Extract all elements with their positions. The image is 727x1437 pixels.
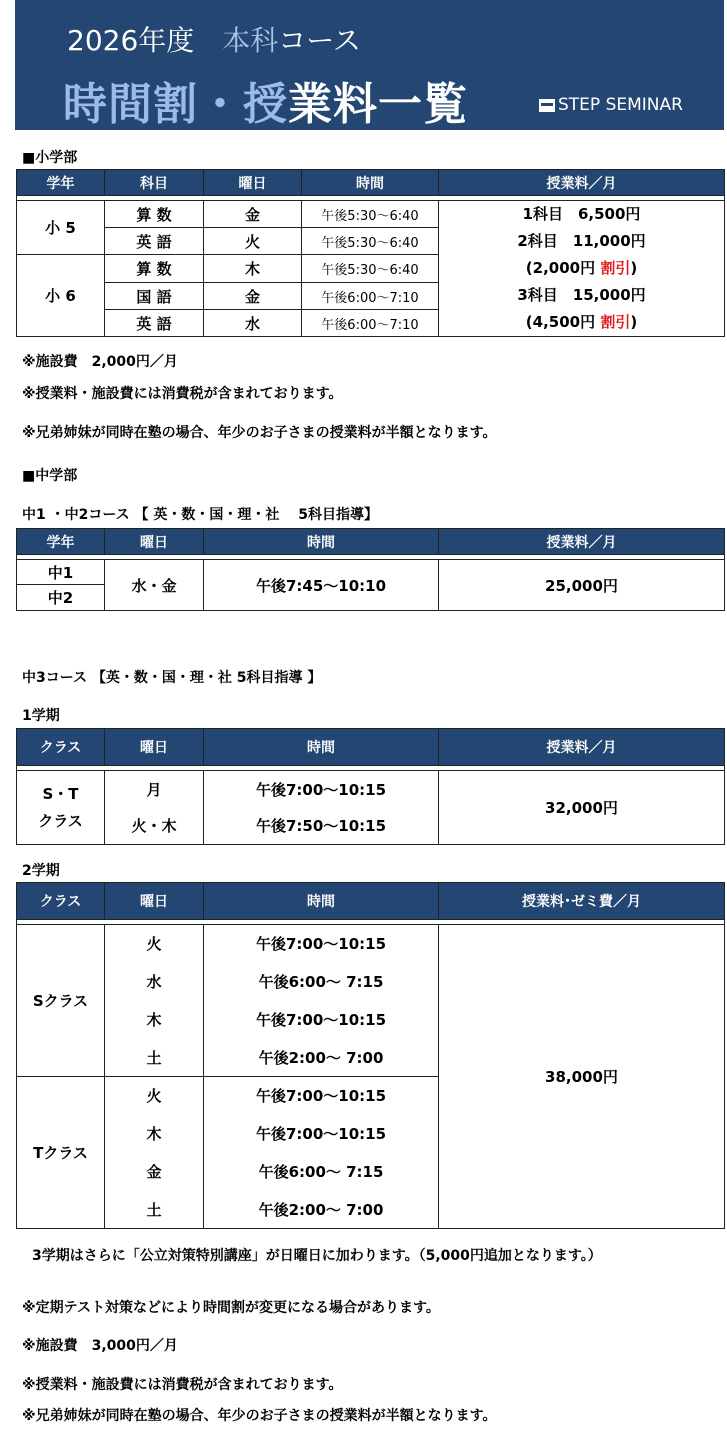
table-row [17,201,725,228]
col-time: 時間 [302,170,439,196]
discount-amount: (4,500円 [525,313,601,331]
note-facility-fee: ※施設費 2,000円／月 [22,354,178,370]
banner-course-b: コース [278,24,361,57]
term-2-table [16,882,725,1229]
class-st-a: S・T [42,784,79,803]
col-day: 曜日 [105,883,204,920]
subject-cell: 英 語 [105,228,204,255]
note-siblings-junior: ※兄弟姉妹が同時在塾の場合、年少のお子さまの授業料が半額となります。 [22,1408,497,1424]
day-cell: 金 [204,201,302,228]
table-row [17,771,725,808]
col-subject: 科目 [105,170,204,196]
grade-6: 小 6 [17,255,105,337]
term-2-heading: 2学期 [22,863,60,879]
time-cell: 午後6:00〜 7:15 [204,963,439,1001]
time-cell: 午後7:00〜10:15 [204,1115,439,1153]
time-cell: 午後7:00〜10:15 [204,1077,439,1115]
day-cell: 金 [204,283,302,310]
col-time: 時間 [204,729,439,766]
banner-title-a: 時間割・ [63,79,243,130]
day-cell: 火・木 [105,808,204,845]
time-cell: 午後6:00〜7:10 [302,310,439,337]
time-cell: 午後2:00〜 7:00 [204,1191,439,1229]
subject-cell: 国 語 [105,283,204,310]
note-term-3: 3学期はさらに「公立対策特別講座」が日曜日に加わります。（5,000円追加となります。） [32,1248,602,1264]
course-12-heading: 中1 ・中2コース 【 英・数・国・理・社 5科目指導】 [22,507,379,523]
junior-heading: ■中学部 [22,468,78,484]
fee-1-subject: 1科目 6,500円 [522,205,641,223]
table-row [17,925,725,963]
table-header-row [17,883,725,920]
class-st [17,771,105,845]
elementary-table [16,169,725,337]
table-header-row [17,170,725,196]
day-cell: 火 [204,228,302,255]
time-cell: 午後7:00〜10:15 [204,925,439,963]
time-cell: 午後6:00〜 7:15 [204,1153,439,1191]
class-st-b: クラス [38,811,83,830]
day-cell: 土 [105,1191,204,1229]
header-banner [15,0,724,130]
time-cell: 午後7:00〜10:15 [204,771,439,808]
fee-3-discount [439,309,724,336]
note-siblings: ※兄弟姉妹が同時在塾の場合、年少のお子さまの授業料が半額となります。 [22,425,497,441]
time-cell: 午後7:50〜10:15 [204,808,439,845]
banner-year-line [67,19,361,59]
col-fee: 授業料／月 [439,529,725,555]
time-cell: 午後5:30〜6:40 [302,201,439,228]
grade-1: 中1 [17,560,105,585]
day-cell: 木 [105,1115,204,1153]
subject-cell: 算 数 [105,255,204,283]
col-time: 時間 [204,883,439,920]
fee-cell [439,201,725,337]
day-cell: 水・金 [105,560,204,611]
course-3-heading: 中3コース 【英・数・国・理・社 5科目指導 】 [22,670,322,686]
note-tax-junior: ※授業料・施設費には消費税が含まれております。 [22,1377,343,1393]
day-cell: 木 [204,255,302,283]
course-12-table [16,528,725,611]
day-cell: 土 [105,1039,204,1077]
banner-title-b: 授 [243,79,288,130]
step-seminar-logo [539,95,683,115]
subject-cell: 英 語 [105,310,204,337]
fee-cell: 38,000円 [439,925,725,1229]
fee-3-subjects: 3科目 15,000円 [517,286,646,304]
col-class: クラス [17,883,105,920]
col-grade: 学年 [17,529,105,555]
term-1-heading: 1学期 [22,708,60,724]
class-t: Tクラス [17,1077,105,1229]
time-cell: 午後5:30〜6:40 [302,228,439,255]
banner-title [63,68,468,132]
col-time: 時間 [204,529,439,555]
table-row [17,560,725,585]
time-cell: 午後6:00〜7:10 [302,283,439,310]
paren-close: ) [630,259,638,277]
banner-title-c: 業料一覧 [288,79,468,130]
note-tax: ※授業料・施設費には消費税が含まれております。 [22,386,343,402]
col-fee: 授業料／月 [439,729,725,766]
logo-text: STEP SEMINAR [558,95,683,115]
banner-year: 2026年度 [67,24,195,57]
class-s: Sクラス [17,925,105,1077]
day-cell: 水 [105,963,204,1001]
fee-cell: 32,000円 [439,771,725,845]
discount-amount: (2,000円 [525,259,601,277]
day-cell: 火 [105,925,204,963]
note-facility-fee-junior: ※施設費 3,000円／月 [22,1338,178,1354]
day-cell: 水 [204,310,302,337]
fee-cell: 25,000円 [439,560,725,611]
day-cell: 月 [105,771,204,808]
subject-cell: 算 数 [105,201,204,228]
col-fee: 授業料･ゼミ費／月 [439,883,725,920]
time-cell: 午後7:00〜10:15 [204,1001,439,1039]
col-day: 曜日 [105,529,204,555]
discount-label: 割引 [600,313,631,331]
col-day: 曜日 [204,170,302,196]
banner-course-a: 本科 [222,24,279,57]
discount-label: 割引 [600,259,631,277]
col-day: 曜日 [105,729,204,766]
grade-2: 中2 [17,585,105,611]
fee-2-subjects: 2科目 11,000円 [517,232,646,250]
time-cell: 午後5:30〜6:40 [302,255,439,283]
day-cell: 火 [105,1077,204,1115]
day-cell: 木 [105,1001,204,1039]
col-class: クラス [17,729,105,766]
grade-5: 小 5 [17,201,105,255]
time-cell: 午後2:00〜 7:00 [204,1039,439,1077]
day-cell: 金 [105,1153,204,1191]
col-fee: 授業料／月 [439,170,725,196]
fee-2-discount [439,255,724,282]
elementary-heading: ■小学部 [22,150,78,166]
paren-close: ) [630,313,638,331]
table-header-row [17,729,725,766]
note-schedule-change: ※定期テスト対策などにより時間割が変更になる場合があります。 [22,1300,440,1316]
col-grade: 学年 [17,170,105,196]
time-cell: 午後7:45〜10:10 [204,560,439,611]
table-header-row [17,529,725,555]
term-1-table [16,728,725,845]
step-logo-icon [539,99,555,112]
